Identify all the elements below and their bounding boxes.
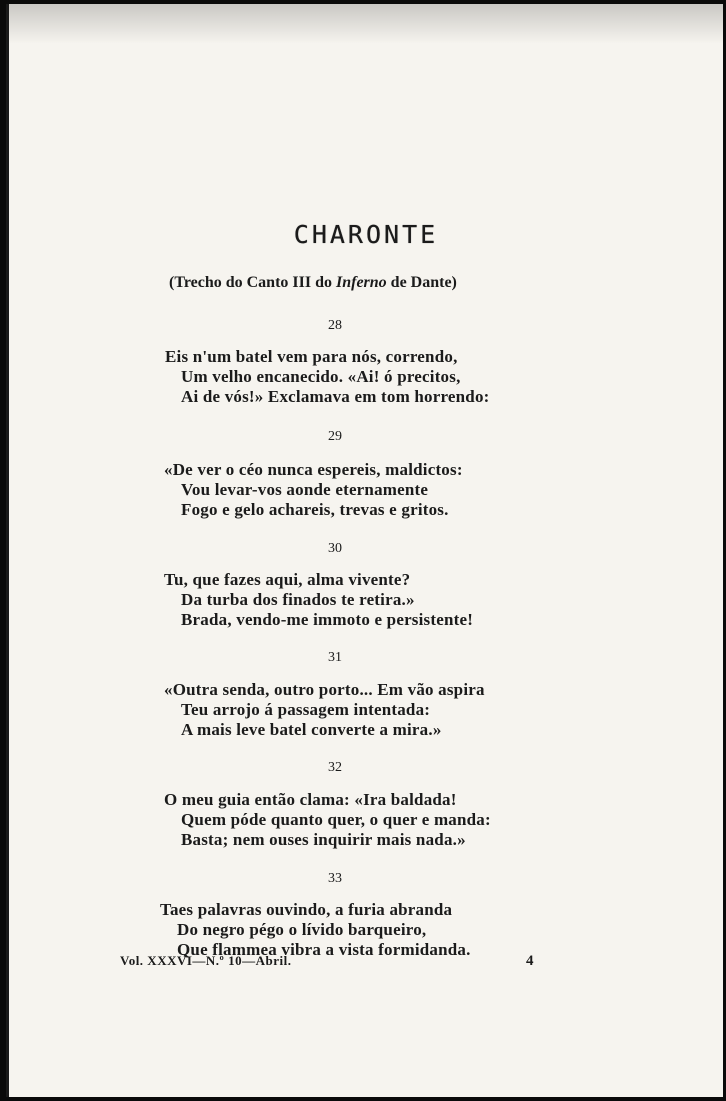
page [6,4,723,1097]
verse-line: Um velho encanecido. «Ai! ó precitos, [181,367,461,386]
volume-footer: Vol. XXXVI—N.º 10—Abril. [120,953,292,968]
verse-line: Tu, que fazes aqui, alma vivente? [164,570,411,589]
stanza-number: 28 [328,318,342,333]
subtitle-suffix: de Dante) [386,274,457,291]
verse-line: «Outra senda, outro porto... Em vão aspira [164,680,485,699]
verse-line: Taes palavras ouvindo, a furia abranda [160,900,453,919]
verse-line: Vou levar-vos aonde eternamente [181,480,429,499]
stanza-number: 31 [328,650,342,665]
verse-line: Ai de vós!» Exclamava em tom horrendo: [181,387,490,406]
verse-line: Basta; nem ouses inquirir mais nada.» [181,830,466,849]
verse-line: Teu arrojo á passagem intentada: [181,700,431,719]
verse-line: Fogo e gelo achareis, trevas e gritos. [181,500,449,519]
stanza-number: 30 [328,541,342,556]
verse-line: Do negro pégo o lívido barqueiro, [177,920,427,939]
page-shadow [9,4,723,44]
verse-line: Eis n'um batel vem para nós, correndo, [165,347,458,366]
poem-subtitle [169,274,457,292]
stanza-number: 29 [328,429,342,444]
verse-line: O meu guia então clama: «Ira baldada! [164,790,457,809]
stanza-number: 33 [328,871,342,886]
subtitle-work: Inferno [335,274,387,291]
subtitle-prefix: (Trecho do Canto III do [169,274,336,291]
verse-line: Brada, vendo-me immoto e persistente! [181,610,474,629]
signature-mark: 4 [526,953,534,969]
verse-line: Quem póde quanto quer, o quer e manda: [181,810,491,829]
verse-line: A mais leve batel converte a mira.» [181,720,442,739]
verse-line: «De ver o céo nunca espereis, maldictos: [164,460,463,479]
poem-title: CHARONTE [293,220,439,249]
verse-line: Da turba dos finados te retira.» [181,590,415,609]
stanza-number: 32 [328,760,342,775]
verse-line: Que flammea vibra a vista formidanda. [177,940,471,959]
